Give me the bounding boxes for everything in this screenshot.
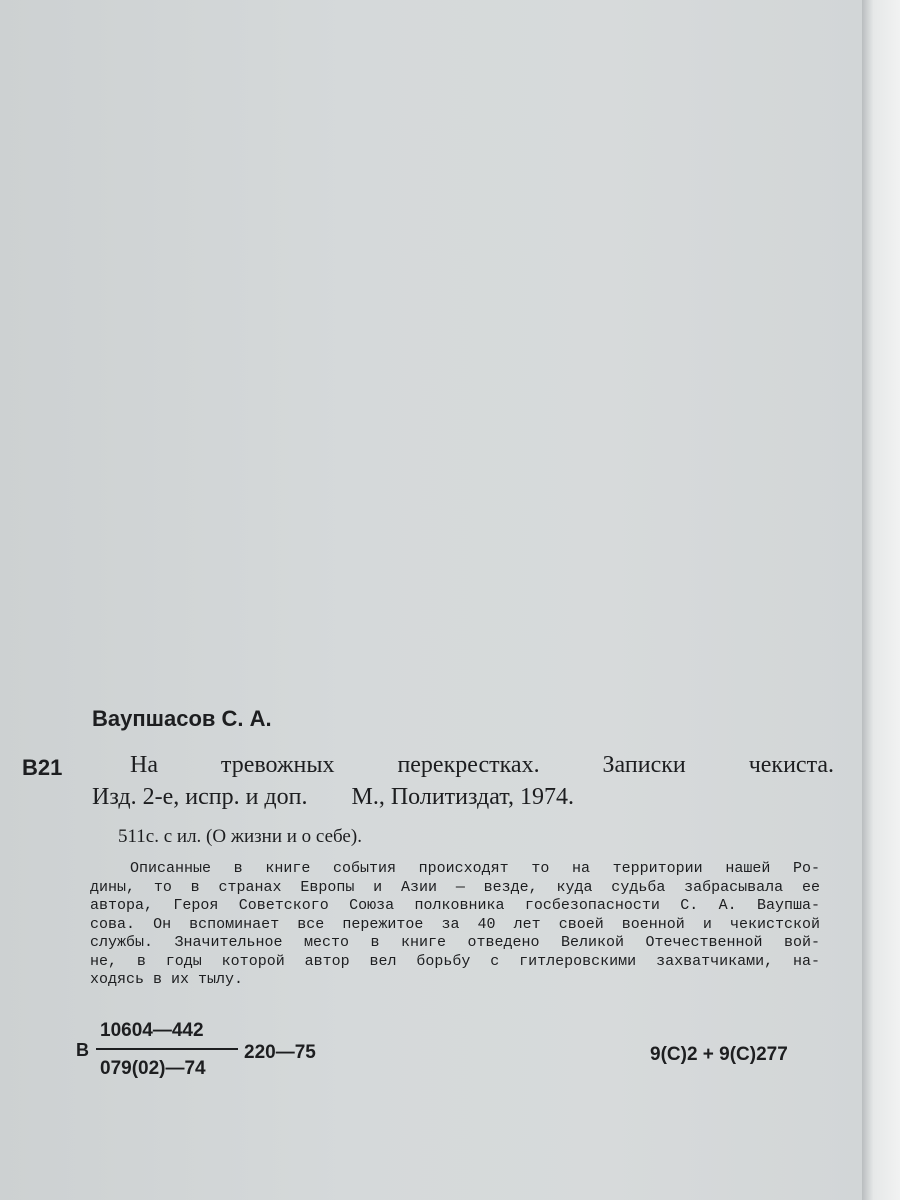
edition-info: Изд. 2-е, испр. и доп. xyxy=(92,784,308,810)
annotation-line: Описанные в книге события происходят то на территории нашей Ро- xyxy=(130,860,820,877)
annotation-line: службы. Значительное место в книге отведено Великой Отечественной вой- xyxy=(90,934,820,951)
catalog-code: В21 xyxy=(22,755,63,780)
book-title: На тревожных перекрестках. Записки чекиста. xyxy=(130,752,834,778)
page-edge xyxy=(862,0,900,1200)
price-code: 220—75 xyxy=(244,1042,316,1063)
bbk-code: 9(С)2 + 9(С)277 xyxy=(650,1044,788,1065)
show-through-print xyxy=(60,150,96,288)
index-letter: В xyxy=(76,1040,89,1060)
annotation xyxy=(90,860,820,990)
edition-line xyxy=(92,784,574,811)
publisher-info: М., Политиздат, 1974. xyxy=(351,784,574,810)
fraction-numerator: 10604—442 xyxy=(100,1020,204,1041)
annotation-line: ходясь в их тылу. xyxy=(90,971,244,988)
fraction-denominator: 079(02)—74 xyxy=(100,1058,206,1079)
page-count: 511с. с ил. (О жизни и о себе). xyxy=(118,826,362,847)
annotation-line: не, в годы которой автор вел борьбу с гитлеровскими захватчиками, на- xyxy=(90,952,820,970)
annotation-line: дины, то в странах Европы и Азии — везде, куда судьба забрасывала ее xyxy=(90,878,820,896)
author-name: Ваупшасов С. А. xyxy=(92,706,272,731)
annotation-line: сова. Он вспоминает все пережитое за 40 лет своей военной и чекистской xyxy=(90,915,820,933)
fraction-bar xyxy=(96,1048,238,1050)
annotation-line: автора, Героя Советского Союза полковника госбезопасности С. А. Ваупша- xyxy=(90,897,820,914)
